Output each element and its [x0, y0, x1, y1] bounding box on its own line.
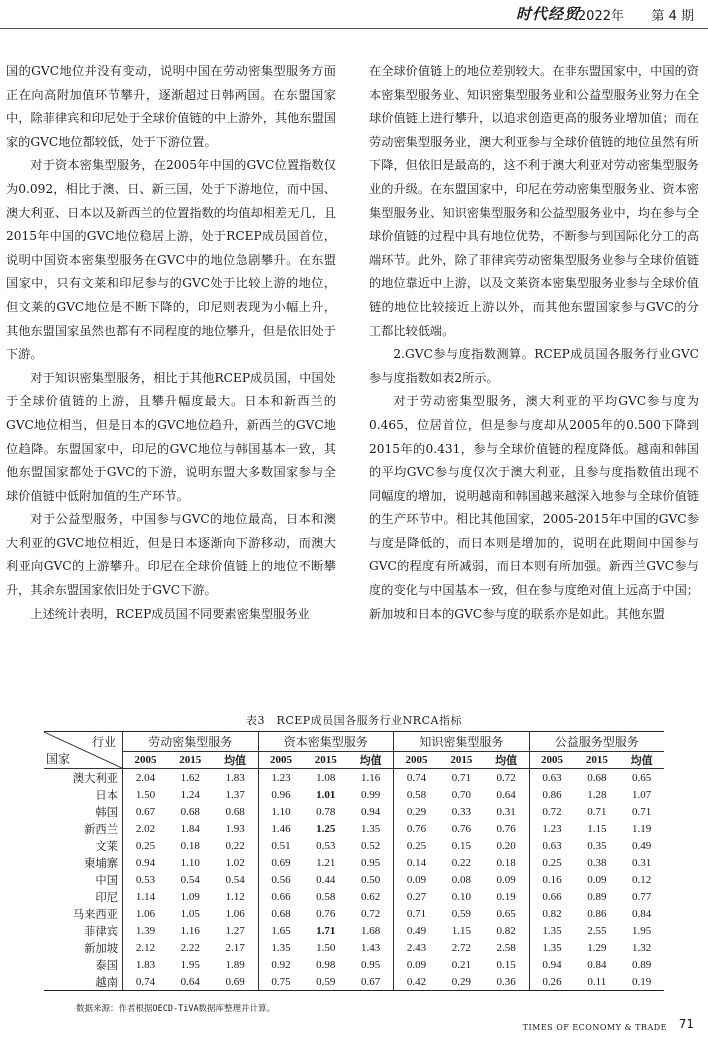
nrca-table [44, 731, 664, 991]
country-cell: 韩国 [44, 803, 123, 820]
table-row [44, 769, 664, 787]
value-cell: 0.38 [587, 856, 607, 869]
value-cell: 1.95 [631, 924, 652, 937]
value-cell: 1.10 [271, 805, 291, 818]
value-cell: 1.89 [213, 956, 258, 973]
year-header-cell: 均值 [484, 751, 529, 768]
year-header-cell: 2005 [394, 751, 439, 768]
value-cell: 0.65 [619, 769, 664, 787]
table-row [44, 854, 664, 871]
value-cell: 0.69 [213, 973, 258, 991]
country-cell: 新加坡 [44, 939, 123, 956]
value-cell: 0.94 [135, 856, 156, 869]
table-row [44, 786, 664, 803]
value-cell: 0.68 [180, 805, 200, 818]
value-cell: 0.77 [631, 890, 652, 903]
value-cell: 0.72 [542, 805, 562, 818]
value-cell: 0.11 [575, 973, 620, 991]
paragraph: 2.GVC参与度指数测算。RCEP成员国各服务行业GVC参与度指数如表2所示。 [369, 347, 699, 385]
table-row [44, 820, 664, 837]
value-cell: 1.65 [271, 924, 291, 937]
value-cell: 1.21 [316, 856, 336, 869]
value-cell: 1.35 [542, 924, 562, 937]
country-cell: 日本 [44, 786, 123, 803]
value-cell: 0.59 [303, 973, 348, 991]
value-cell: 0.86 [587, 907, 607, 920]
value-cell: 1.19 [631, 822, 652, 835]
value-cell: 0.76 [316, 907, 336, 920]
value-cell: 1.32 [631, 941, 652, 954]
left-text-column [6, 60, 336, 626]
value-cell: 0.54 [180, 873, 200, 886]
value-cell: 0.71 [587, 805, 607, 818]
value-cell: 1.14 [135, 890, 156, 903]
value-cell: 1.37 [213, 786, 258, 803]
value-cell: 0.95 [348, 854, 393, 871]
value-cell: 1.43 [348, 939, 393, 956]
value-cell: 0.96 [271, 788, 291, 801]
value-cell: 0.20 [484, 837, 529, 854]
value-cell: 0.64 [484, 786, 529, 803]
value-cell: 0.26 [529, 973, 574, 991]
value-cell: 0.62 [348, 888, 393, 905]
data-source-note: 数据来源：作者根据OECD-TiVA数据库整理并计算。 [76, 1004, 276, 1014]
value-cell: 0.08 [451, 873, 471, 886]
value-cell: 0.31 [484, 803, 529, 820]
year-header-cell: 2005 [529, 751, 574, 768]
value-cell: 0.15 [451, 839, 471, 852]
value-cell: 0.25 [406, 839, 427, 852]
value-cell: 0.50 [348, 871, 393, 888]
value-cell: 0.09 [406, 873, 427, 886]
value-cell: 0.22 [451, 856, 471, 869]
value-cell: 0.29 [406, 805, 427, 818]
value-cell: 0.78 [316, 805, 336, 818]
country-cell: 中国 [44, 871, 123, 888]
value-cell: 0.25 [542, 856, 562, 869]
value-cell: 0.18 [180, 839, 200, 852]
value-cell: 1.93 [213, 820, 258, 837]
country-cell: 泰国 [44, 956, 123, 973]
value-cell: 1.06 [213, 905, 258, 922]
value-cell: 0.54 [213, 871, 258, 888]
country-cell: 新西兰 [44, 820, 123, 837]
year-header-cell: 均值 [348, 751, 393, 768]
value-cell: 0.89 [631, 958, 652, 971]
value-cell: 0.92 [271, 958, 291, 971]
value-cell: 2.43 [406, 941, 427, 954]
value-cell: 0.67 [348, 973, 393, 991]
value-cell: 1.09 [180, 890, 200, 903]
value-cell: 0.66 [542, 890, 562, 903]
value-cell: 1.10 [180, 856, 200, 869]
value-cell: 0.09 [484, 871, 529, 888]
value-cell: 1.71 [316, 924, 336, 937]
paragraph: 对于公益型服务，中国参与GVC的地位最高，日本和澳大利亚的GVC地位相近，但是日本逐渐向下游移动，而澳大利亚向GVC的上游攀升。印尼在全球价值链上的地位不断攀升，其余东盟国家依旧处于GVC下游。 [6, 512, 336, 598]
value-cell: 2.12 [135, 941, 156, 954]
value-cell: 0.18 [484, 854, 529, 871]
value-cell: 0.53 [135, 873, 156, 886]
value-cell: 0.76 [484, 820, 529, 837]
value-cell: 0.63 [542, 839, 562, 852]
value-cell: 1.12 [213, 888, 258, 905]
value-cell: 0.16 [542, 873, 562, 886]
paragraph: 对于资本密集型服务，在2005年中国的GVC位置指数仅为0.092，相比于澳、日、新三国，处于下游地位，而中国、澳大利亚、日本以及新西兰的位置指数的均值却相差无几，且2015年中国的GVC地位稳居上游，处于RCEP成员国首位，说明中国资本密集型服务在GVC中的地位急剧攀升。在东盟国家中，只有文莱和印尼参与的GVC处于比较上游的地位，但文莱的GVC地位是不断下降的，印尼则表现为小幅上升，其他东盟国家虽然也都有不同程度的地位攀升，但是依旧处于下游。 [6, 158, 336, 362]
value-cell: 2.04 [123, 769, 168, 787]
value-cell: 0.82 [484, 922, 529, 939]
value-cell: 1.23 [542, 822, 562, 835]
country-cell: 澳大利亚 [44, 769, 123, 787]
year-header-cell: 2005 [123, 751, 168, 768]
value-cell: 0.68 [213, 803, 258, 820]
value-cell: 0.14 [406, 856, 427, 869]
table-row [44, 939, 664, 956]
value-cell: 0.66 [271, 890, 291, 903]
value-cell: 0.49 [406, 924, 427, 937]
value-cell: 1.35 [271, 941, 291, 954]
value-cell: 0.68 [271, 907, 291, 920]
value-cell: 0.49 [631, 839, 652, 852]
country-cell: 印尼 [44, 888, 123, 905]
value-cell: 0.19 [619, 973, 664, 991]
value-cell: 0.84 [587, 958, 607, 971]
paragraph: 在全球价值链上的地位差别较大。在非东盟国家中，中国的资本密集型服务业、知识密集型服务业和公益型服务业努力在全球价值链上进行攀升，以追求创造更高的服务业增加值；而在劳动密集型服务业，澳大利亚参与全球价值链的地位虽然有所下降，但依旧是最高的，这不利于澳大利亚对劳动密集型服务业的升级。在东盟国家中，印尼在劳动密集型服务业、资本密集型服务业、知识密集型服务和公益型服务业中，均在参与全球价值链的过程中具有地位优势，不断参与到国际化分工的高端环节。此外，除了菲律宾劳动密集型服务业参与全球价值链的地位靠近中上游，以及文莱资本密集型服务业参与全球价值链的地位比较接近上游以外，而其他东盟国家参与GVC的分工都比较低端。 [369, 64, 699, 338]
value-cell: 0.56 [271, 873, 291, 886]
paragraph: 对于劳动密集型服务，澳大利亚的平均GVC参与度为0.465，位居首位，但是参与度却从2005年的0.500下降到2015年的0.431，参与全球价值链的程度降低。越南和韩国的平均GVC参与度仅次于澳大利亚，且参与度指数值出现不同幅度的增加，说明越南和韩国越来越深入地参与全球价值链的生产环节中。相比其他国家，2005-2015年中国的GVC参与度是降低的，而日本则是增加的，说明在此期间中国参与GVC的程度有所减弱，而日本则有所加强。新西兰GVC参与度的变化与中国基本一致，但在参与度绝对值上远高于中国；新加坡和日本的GVC参与度的联系亦是如此。其他东盟 [369, 394, 699, 621]
table-row [44, 837, 664, 854]
value-cell: 0.42 [394, 973, 439, 991]
value-cell: 0.29 [439, 973, 484, 991]
group-header: 公益服务型服务 [529, 732, 664, 752]
value-cell: 0.67 [135, 805, 156, 818]
value-cell: 0.64 [168, 973, 213, 991]
value-cell: 0.82 [542, 907, 562, 920]
table-row [44, 871, 664, 888]
value-cell: 0.98 [316, 958, 336, 971]
value-cell: 1.05 [180, 907, 200, 920]
value-cell: 0.21 [451, 958, 471, 971]
value-cell: 0.86 [542, 788, 562, 801]
paragraph: 对于知识密集型服务，相比于其他RCEP成员国，中国处于全球价值链的上游，且攀升幅度最大。日本和新西兰的GVC地位相当，但是日本的GVC地位趋升，新西兰的GVC地位趋降。东盟国家中，印尼的GVC地位与韩国基本一致，其他东盟国家都处于GVC的下游，说明东盟大多数国家参与全球价值链中低附加值的生产环节。 [6, 370, 336, 503]
value-cell: 0.94 [348, 803, 393, 820]
year-header-cell: 2005 [258, 751, 303, 768]
value-cell: 0.76 [451, 822, 471, 835]
table-row [44, 803, 664, 820]
page-header [0, 0, 708, 29]
table-row [44, 922, 664, 939]
country-cell: 越南 [44, 973, 123, 991]
value-cell: 1.83 [213, 769, 258, 787]
value-cell: 0.58 [406, 788, 427, 801]
table-row [44, 905, 664, 922]
group-header: 劳动密集型服务 [123, 732, 259, 752]
value-cell: 0.76 [406, 822, 427, 835]
value-cell: 1.16 [348, 769, 393, 787]
value-cell: 0.71 [439, 769, 484, 787]
value-cell: 0.72 [484, 769, 529, 787]
page-number: 71 [678, 1017, 694, 1031]
value-cell: 1.08 [303, 769, 348, 787]
value-cell: 0.59 [451, 907, 471, 920]
country-cell: 文莱 [44, 837, 123, 854]
value-cell: 0.69 [271, 856, 291, 869]
value-cell: 1.68 [348, 922, 393, 939]
value-cell: 0.70 [451, 788, 471, 801]
journal-english-name: TIMES OF ECONOMY & TRADE [522, 1023, 667, 1032]
value-cell: 1.02 [213, 854, 258, 871]
value-cell: 2.58 [484, 939, 529, 956]
corner-label-industry: 行业 [91, 735, 116, 749]
year-header-cell: 2015 [303, 751, 348, 768]
table-row [44, 973, 664, 991]
value-cell: 0.74 [394, 769, 439, 787]
year-header-cell: 2015 [575, 751, 620, 768]
value-cell: 1.24 [180, 788, 200, 801]
value-cell: 0.89 [587, 890, 607, 903]
journal-brand: 时代经贸 [515, 5, 580, 23]
value-cell: 1.07 [631, 788, 652, 801]
value-cell: 0.19 [484, 888, 529, 905]
corner-label-country: 国家 [46, 752, 71, 766]
year-header-cell: 均值 [213, 751, 258, 768]
value-cell: 1.15 [587, 822, 607, 835]
right-text-column [369, 60, 699, 626]
value-cell: 1.06 [135, 907, 156, 920]
table-corner-cell [44, 732, 123, 769]
value-cell: 0.09 [406, 958, 427, 971]
value-cell: 0.65 [484, 905, 529, 922]
year-header-cell: 2015 [168, 751, 213, 768]
value-cell: 1.25 [316, 822, 336, 835]
value-cell: 0.58 [316, 890, 336, 903]
value-cell: 0.31 [631, 856, 652, 869]
value-cell: 1.29 [587, 941, 607, 954]
value-cell: 1.83 [135, 958, 156, 971]
country-cell: 柬埔寨 [44, 854, 123, 871]
country-cell: 马来西亚 [44, 905, 123, 922]
value-cell: 1.15 [451, 924, 471, 937]
value-cell: 0.95 [348, 956, 393, 973]
value-cell: 0.68 [575, 769, 620, 787]
value-cell: 1.23 [258, 769, 303, 787]
group-header: 知识密集型服务 [394, 732, 530, 752]
value-cell: 1.27 [213, 922, 258, 939]
country-cell: 菲律宾 [44, 922, 123, 939]
value-cell: 2.17 [213, 939, 258, 956]
value-cell: 0.84 [631, 907, 652, 920]
value-cell: 0.75 [258, 973, 303, 991]
value-cell: 0.10 [451, 890, 471, 903]
value-cell: 0.09 [587, 873, 607, 886]
value-cell: 2.22 [180, 941, 200, 954]
issue-number: 第 4 期 [651, 9, 694, 24]
paragraph: 上述统计表明，RCEP成员国不同要素密集型服务业 [30, 606, 310, 621]
year-header-row [44, 751, 664, 768]
value-cell: 0.99 [348, 786, 393, 803]
value-cell: 0.36 [484, 973, 529, 991]
value-cell: 0.71 [406, 907, 427, 920]
value-cell: 0.52 [348, 837, 393, 854]
value-cell: 0.44 [316, 873, 336, 886]
value-cell: 0.12 [631, 873, 652, 886]
value-cell: 0.33 [451, 805, 471, 818]
value-cell: 1.84 [180, 822, 200, 835]
paragraph: 国的GVC地位并没有变动，说明中国在劳动密集型服务方面正在向高附加值环节攀升，逐渐超过日韩两国。在东盟国家中，除菲律宾和印尼处于全球价值链的中上游外，其他东盟国家的GVC地位都较低，处于下游位置。 [6, 64, 336, 149]
value-cell: 2.55 [587, 924, 607, 937]
value-cell: 1.50 [135, 788, 156, 801]
value-cell: 2.02 [135, 822, 156, 835]
value-cell: 1.01 [316, 788, 336, 801]
value-cell: 0.74 [123, 973, 168, 991]
value-cell: 0.94 [542, 958, 562, 971]
issue-year: 2022年 [577, 9, 624, 24]
value-cell: 0.63 [529, 769, 574, 787]
value-cell: 1.50 [316, 941, 336, 954]
table-row [44, 956, 664, 973]
value-cell: 0.51 [271, 839, 291, 852]
value-cell: 0.35 [587, 839, 607, 852]
value-cell: 0.53 [316, 839, 336, 852]
value-cell: 2.72 [451, 941, 471, 954]
value-cell: 1.16 [180, 924, 200, 937]
year-header-cell: 2015 [439, 751, 484, 768]
value-cell: 1.35 [348, 820, 393, 837]
value-cell: 0.15 [484, 956, 529, 973]
value-cell: 0.72 [348, 905, 393, 922]
value-cell: 0.22 [213, 837, 258, 854]
value-cell: 1.39 [135, 924, 156, 937]
value-cell: 1.95 [180, 958, 200, 971]
value-cell: 1.35 [542, 941, 562, 954]
year-header-cell: 均值 [619, 751, 664, 768]
value-cell: 1.28 [587, 788, 607, 801]
value-cell: 1.46 [271, 822, 291, 835]
table-row [44, 888, 664, 905]
table-caption: 表3 RCEP成员国各服务行业NRCA指标 [246, 714, 462, 727]
value-cell: 0.25 [135, 839, 156, 852]
value-cell: 0.71 [631, 805, 652, 818]
value-cell: 0.27 [406, 890, 427, 903]
group-header: 资本密集型服务 [258, 732, 394, 752]
value-cell: 1.62 [168, 769, 213, 787]
